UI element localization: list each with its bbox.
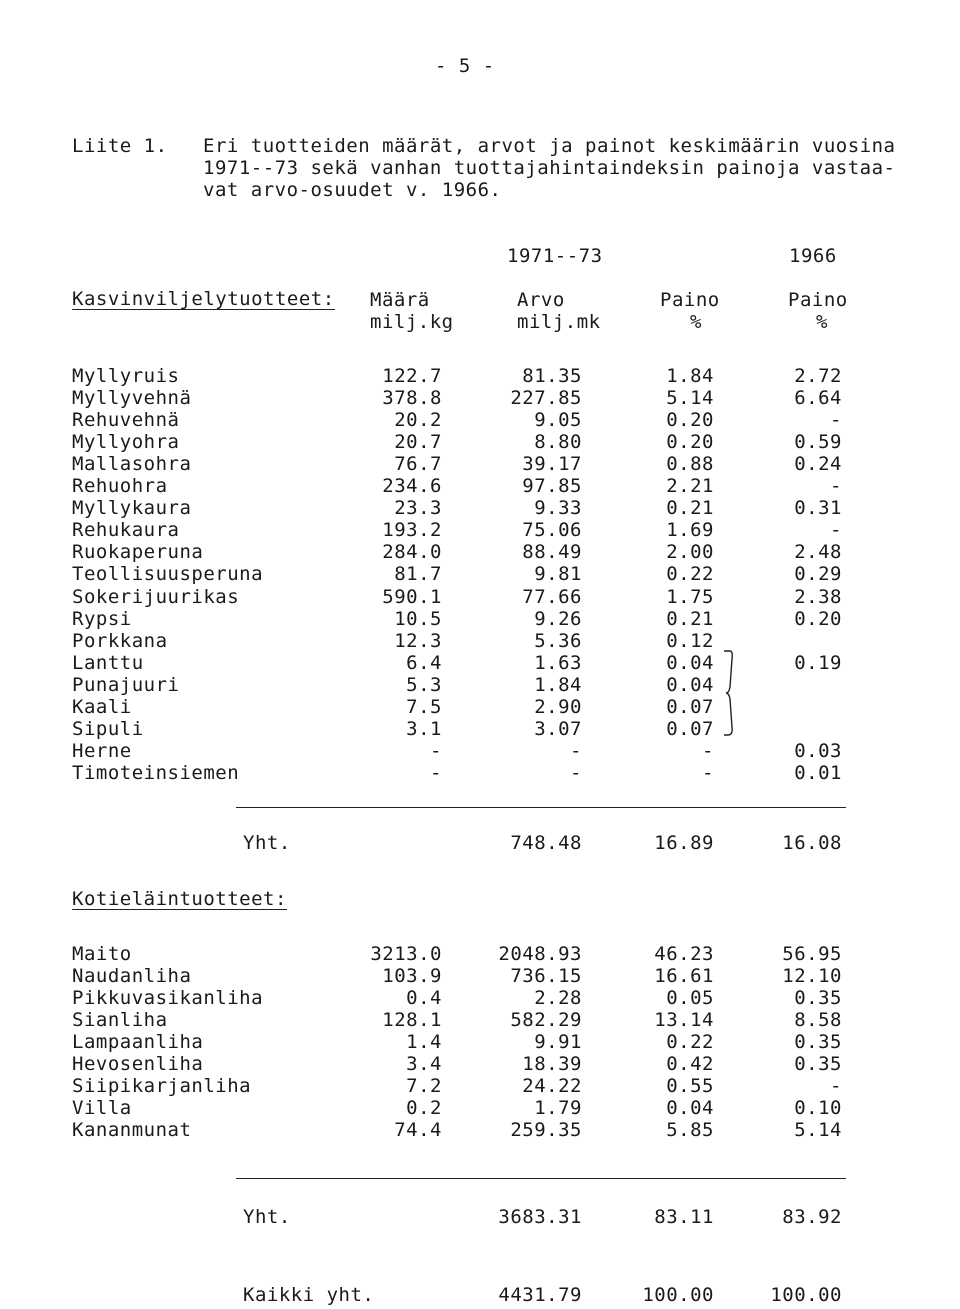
cell-arvo: 736.15 [510, 965, 582, 987]
cell-paino: 0.12 [666, 629, 714, 652]
cell-paino66: 0.29 [794, 563, 842, 586]
row-label: Timoteinsiemen [72, 761, 240, 784]
row-label: Rypsi [72, 607, 132, 630]
cell-maara: 20.7 [394, 431, 442, 454]
row-label: Herne [72, 739, 132, 762]
cell-paino: 0.55 [666, 1075, 714, 1097]
cell-paino: 2.00 [666, 541, 714, 564]
crops-section-title: Kasvinviljelytuotteet: [72, 288, 335, 310]
cell-paino66: 2.38 [794, 585, 842, 608]
animals-total-paino-1966: 83.92 [782, 1206, 842, 1228]
cell-paino66: 5.14 [794, 1119, 842, 1141]
cell-paino66: 0.01 [794, 761, 842, 784]
cell-paino: 0.42 [666, 1053, 714, 1075]
cell-paino: 2.21 [666, 475, 714, 498]
cell-paino: 1.75 [666, 585, 714, 608]
row-label: Kananmunat [72, 1119, 192, 1141]
cell-arvo: 9.81 [534, 563, 582, 586]
grand-total-paino: 100.00 [642, 1284, 714, 1306]
cell-paino66: 0.59 [794, 431, 842, 454]
cell-maara: 3213.0 [370, 943, 442, 965]
cell-paino: 0.07 [666, 717, 714, 740]
row-label: Siipikarjanliha [72, 1075, 252, 1097]
cell-paino: 16.61 [654, 965, 714, 987]
appendix-label: Liite 1. [72, 135, 168, 157]
period-header-1971: 1971--73 [507, 245, 603, 267]
col-header-paino: Paino [660, 289, 720, 311]
cell-arvo: 1.84 [534, 673, 582, 696]
animals-total-paino: 83.11 [654, 1206, 714, 1228]
cell-maara: 6.4 [406, 651, 442, 674]
cell-arvo: 77.66 [522, 585, 582, 608]
cell-arvo: 1.63 [534, 651, 582, 674]
row-label: Sipuli [72, 717, 144, 740]
cell-arvo: 8.80 [534, 431, 582, 454]
row-label: Myllyvehnä [72, 387, 192, 410]
cell-maara: 590.1 [382, 585, 442, 608]
row-label: Lampaanliha [72, 1031, 204, 1053]
cell-arvo: 9.33 [534, 497, 582, 520]
row-label: Myllyohra [72, 431, 180, 454]
cell-paino66: 12.10 [782, 965, 842, 987]
grand-total-label: Kaikki yht. [243, 1284, 375, 1306]
cell-paino66: 56.95 [782, 943, 842, 965]
cell-maara: 3.1 [406, 717, 442, 740]
cell-maara: - [430, 761, 442, 784]
col-header-maara: Määrä [370, 289, 430, 311]
cell-paino: 0.04 [666, 1097, 714, 1119]
row-label: Hevosenliha [72, 1053, 204, 1075]
cell-maara: 234.6 [382, 475, 442, 498]
col-header-paino-1966-unit: % [816, 311, 828, 333]
page-number: - 5 - [435, 55, 495, 77]
cell-arvo: 3.07 [534, 717, 582, 740]
cell-arvo: 582.29 [510, 1009, 582, 1031]
cell-paino66: - [830, 1075, 842, 1097]
animal-section-title: Kotieläintuotteet: [72, 888, 287, 910]
cell-paino66: 8.58 [794, 1009, 842, 1031]
cell-paino66: - [830, 475, 842, 498]
period-header-1966: 1966 [789, 245, 837, 267]
cell-maara: 74.4 [394, 1119, 442, 1141]
cell-paino66: - [830, 409, 842, 432]
cell-arvo: 1.79 [534, 1097, 582, 1119]
cell-paino: 0.04 [666, 673, 714, 696]
cell-paino: 46.23 [654, 943, 714, 965]
cell-paino66: 0.20 [794, 607, 842, 630]
cell-paino66: 0.35 [794, 987, 842, 1009]
cell-arvo: 9.26 [534, 607, 582, 630]
cell-paino66: 2.48 [794, 541, 842, 564]
row-label: Villa [72, 1097, 132, 1119]
crops-total-label: Yht. [243, 832, 291, 854]
cell-maara: 122.7 [382, 365, 442, 387]
cell-arvo: - [570, 739, 582, 762]
row-label: Teollisuusperuna [72, 563, 264, 586]
crops-total-paino: 16.89 [654, 832, 714, 854]
cell-paino: 5.14 [666, 387, 714, 410]
cell-paino: 0.21 [666, 607, 714, 630]
cell-arvo: 24.22 [522, 1075, 582, 1097]
cell-maara: 128.1 [382, 1009, 442, 1031]
row-label: Myllykaura [72, 497, 192, 520]
cell-paino: 0.22 [666, 1031, 714, 1053]
cell-maara: 103.9 [382, 965, 442, 987]
row-label: Kaali [72, 695, 132, 718]
row-label: Rehukaura [72, 519, 180, 542]
cell-paino: 0.22 [666, 563, 714, 586]
cell-arvo: 75.06 [522, 519, 582, 542]
cell-maara: 3.4 [406, 1053, 442, 1075]
row-label: Rehuvehnä [72, 409, 180, 432]
cell-paino: 0.20 [666, 431, 714, 454]
cell-arvo: 2.90 [534, 695, 582, 718]
divider-animals-total [236, 1178, 846, 1179]
cell-maara: 81.7 [394, 563, 442, 586]
crops-total-paino-1966: 16.08 [782, 832, 842, 854]
cell-arvo: 88.49 [522, 541, 582, 564]
cell-maara: 0.2 [406, 1097, 442, 1119]
row-label: Lanttu [72, 651, 144, 674]
cell-paino: 0.05 [666, 987, 714, 1009]
row-label: Myllyruis [72, 365, 180, 387]
row-label: Mallasohra [72, 453, 192, 476]
row-label: Sianliha [72, 1009, 168, 1031]
cell-paino66: 0.03 [794, 739, 842, 762]
grand-total-arvo: 4431.79 [498, 1284, 582, 1306]
cell-arvo: 9.05 [534, 409, 582, 432]
col-header-arvo: Arvo [517, 289, 565, 311]
divider-crops-total [236, 807, 846, 808]
cell-paino: 5.85 [666, 1119, 714, 1141]
cell-arvo: 9.91 [534, 1031, 582, 1053]
cell-maara: 20.2 [394, 409, 442, 432]
bracket-icon [722, 647, 736, 744]
cell-arvo: 227.85 [510, 387, 582, 410]
cell-paino: 1.69 [666, 519, 714, 542]
cell-maara: 1.4 [406, 1031, 442, 1053]
cell-arvo: 39.17 [522, 453, 582, 476]
cell-maara: 378.8 [382, 387, 442, 410]
cell-paino: 0.07 [666, 695, 714, 718]
cell-arvo: 97.85 [522, 475, 582, 498]
intro-line-2: 1971--73 sekä vanhan tuottajahintaindeksin painoja vastaa- [203, 157, 896, 179]
animals-total-arvo: 3683.31 [498, 1206, 582, 1228]
cell-arvo: 18.39 [522, 1053, 582, 1075]
cell-maara: 0.4 [406, 987, 442, 1009]
cell-maara: - [430, 739, 442, 762]
row-label: Pikkuvasikanliha [72, 987, 264, 1009]
cell-maara: 5.3 [406, 673, 442, 696]
cell-arvo: 2.28 [534, 987, 582, 1009]
cell-paino66: 2.72 [794, 365, 842, 387]
cell-paino: 0.88 [666, 453, 714, 476]
animals-total-label: Yht. [243, 1206, 291, 1228]
intro-line-1: Eri tuotteiden määrät, arvot ja painot keskimäärin vuosina [203, 135, 896, 157]
cell-paino66: 0.19 [794, 651, 842, 674]
cell-maara: 10.5 [394, 607, 442, 630]
cell-arvo: 5.36 [534, 629, 582, 652]
cell-maara: 7.2 [406, 1075, 442, 1097]
crops-total-arvo: 748.48 [510, 832, 582, 854]
cell-arvo: 259.35 [510, 1119, 582, 1141]
cell-maara: 12.3 [394, 629, 442, 652]
row-label: Punajuuri [72, 673, 180, 696]
cell-paino: - [702, 739, 714, 762]
row-label: Naudanliha [72, 965, 192, 987]
row-label: Ruokaperuna [72, 541, 204, 564]
col-header-paino-unit: % [690, 311, 702, 333]
cell-paino66: 6.64 [794, 387, 842, 410]
cell-maara: 284.0 [382, 541, 442, 564]
cell-arvo: 81.35 [522, 365, 582, 387]
col-header-maara-unit: milj.kg [370, 311, 454, 333]
cell-paino: 13.14 [654, 1009, 714, 1031]
row-label: Rehuohra [72, 475, 168, 498]
row-label: Porkkana [72, 629, 168, 652]
cell-maara: 23.3 [394, 497, 442, 520]
cell-maara: 193.2 [382, 519, 442, 542]
grand-total-paino-1966: 100.00 [770, 1284, 842, 1306]
cell-paino66: 0.24 [794, 453, 842, 476]
cell-paino: 0.21 [666, 497, 714, 520]
row-label: Sokerijuurikas [72, 585, 240, 608]
cell-paino66: 0.31 [794, 497, 842, 520]
cell-paino: - [702, 761, 714, 784]
cell-paino: 0.04 [666, 651, 714, 674]
cell-maara: 7.5 [406, 695, 442, 718]
cell-maara: 76.7 [394, 453, 442, 476]
cell-paino66: 0.35 [794, 1031, 842, 1053]
cell-paino66: 0.35 [794, 1053, 842, 1075]
cell-paino66: 0.10 [794, 1097, 842, 1119]
cell-paino66: - [830, 519, 842, 542]
cell-paino: 0.20 [666, 409, 714, 432]
intro-line-3: vat arvo-osuudet v. 1966. [203, 179, 502, 201]
row-label: Maito [72, 943, 132, 965]
cell-paino: 1.84 [666, 365, 714, 387]
cell-arvo: 2048.93 [498, 943, 582, 965]
col-header-paino-1966: Paino [788, 289, 848, 311]
col-header-arvo-unit: milj.mk [517, 311, 601, 333]
cell-arvo: - [570, 761, 582, 784]
